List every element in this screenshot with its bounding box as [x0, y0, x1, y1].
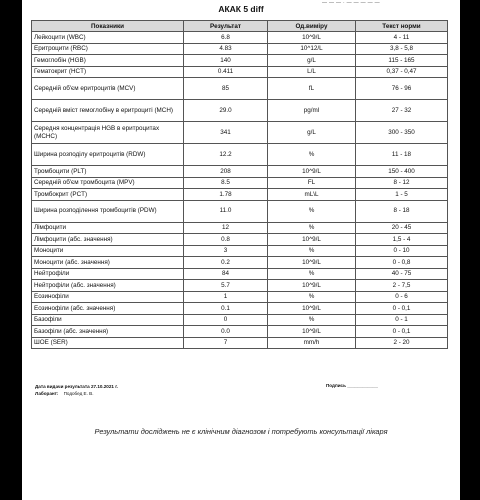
- unit-cell: FL: [268, 177, 356, 189]
- result-value-cell: 4.83: [184, 43, 268, 55]
- norm-range-cell: 300 - 350: [356, 122, 448, 144]
- result-value-cell: 29.0: [184, 100, 268, 122]
- unit-cell: pg/ml: [268, 100, 356, 122]
- unit-cell: 10^9/L: [268, 32, 356, 44]
- column-header-norm: Текст норми: [356, 21, 448, 32]
- norm-range-cell: 0 - 0,8: [356, 257, 448, 269]
- result-value-cell: 8.5: [184, 177, 268, 189]
- table-row: [32, 314, 448, 326]
- report-sheet: [22, 0, 460, 500]
- lab-technician-label: Лаборант:: [35, 391, 59, 396]
- indicator-name-cell: Базофіли (абс. значення): [32, 326, 184, 338]
- result-value-cell: 341: [184, 122, 268, 144]
- norm-range-cell: 0 - 0,1: [356, 326, 448, 338]
- result-value-cell: 208: [184, 166, 268, 178]
- unit-cell: 10^9/L: [268, 257, 356, 269]
- norm-range-cell: 8 - 18: [356, 200, 448, 222]
- norm-range-cell: 11 - 18: [356, 144, 448, 166]
- norm-range-cell: 4 - 11: [356, 32, 448, 44]
- indicator-name-cell: Гемоглобін (HGB): [32, 55, 184, 67]
- unit-cell: %: [268, 268, 356, 280]
- norm-range-cell: 2 - 20: [356, 337, 448, 349]
- signature-line: Подпись ____________: [326, 383, 378, 388]
- table-row: [32, 337, 448, 349]
- norm-range-cell: 76 - 96: [356, 78, 448, 100]
- table-row: [32, 55, 448, 67]
- indicator-name-cell: Моноцити (абс. значення): [32, 257, 184, 269]
- unit-cell: %: [268, 314, 356, 326]
- unit-cell: mm/h: [268, 337, 356, 349]
- table-row: [32, 122, 448, 144]
- result-value-cell: 0.8: [184, 234, 268, 246]
- report-title: АКАК 5 diff: [218, 4, 264, 14]
- result-value-cell: 12: [184, 222, 268, 234]
- result-value-cell: 85: [184, 78, 268, 100]
- result-value-cell: 0.0: [184, 326, 268, 338]
- unit-cell: %: [268, 291, 356, 303]
- table-row: [32, 32, 448, 44]
- indicator-name-cell: Лімфоцити: [32, 222, 184, 234]
- norm-range-cell: 8 - 12: [356, 177, 448, 189]
- unit-cell: 10^9/L: [268, 326, 356, 338]
- disclaimer-text: Результати досліджень не є клінічним діагнозом і потребують консультації лікаря: [94, 427, 388, 436]
- table-row: [32, 326, 448, 338]
- unit-cell: %: [268, 245, 356, 257]
- result-value-cell: 0.1: [184, 303, 268, 315]
- indicator-name-cell: Моноцити: [32, 245, 184, 257]
- indicator-name-cell: Середній об'єм тромбоцита (MPV): [32, 177, 184, 189]
- indicator-name-cell: Середня концентрація HGB в еритроцитах (MCHC): [32, 122, 184, 144]
- result-value-cell: 0.2: [184, 257, 268, 269]
- norm-range-cell: 27 - 32: [356, 100, 448, 122]
- norm-range-cell: 1,5 - 4: [356, 234, 448, 246]
- unit-cell: 10^9/L: [268, 234, 356, 246]
- column-header-unit: Од.виміру: [268, 21, 356, 32]
- norm-range-cell: 115 - 165: [356, 55, 448, 67]
- norm-range-cell: 3,8 - 5,8: [356, 43, 448, 55]
- result-value-cell: 0.411: [184, 66, 268, 78]
- results-body: [32, 32, 448, 349]
- indicator-name-cell: Середній вміст гемоглобіну в еритроциті (MCH): [32, 100, 184, 122]
- norm-range-cell: 2 - 7,5: [356, 280, 448, 292]
- indicator-name-cell: Лейкоцити (WBC): [32, 32, 184, 44]
- result-value-cell: 11.0: [184, 200, 268, 222]
- unit-cell: %: [268, 200, 356, 222]
- unit-cell: fL: [268, 78, 356, 100]
- table-header-row: [32, 21, 448, 32]
- table-row: [32, 144, 448, 166]
- unit-cell: 10^9/L: [268, 280, 356, 292]
- norm-range-cell: 0 - 6: [356, 291, 448, 303]
- indicator-name-cell: Базофіли: [32, 314, 184, 326]
- indicator-name-cell: Тромбокрит (PCT): [32, 189, 184, 201]
- indicator-name-cell: ШОЕ (SER): [32, 337, 184, 349]
- lab-technician-name: Подобед Е. В.: [63, 391, 94, 396]
- result-value-cell: 3: [184, 245, 268, 257]
- issue-date-value: 27.10.2021 г.: [90, 384, 118, 389]
- table-row: [32, 245, 448, 257]
- unit-cell: 10^12/L: [268, 43, 356, 55]
- unit-cell: L/L: [268, 66, 356, 78]
- unit-cell: %: [268, 144, 356, 166]
- issue-date-label: Дата видачи результата: [35, 384, 90, 389]
- unit-cell: mL\L: [268, 189, 356, 201]
- table-row: [32, 257, 448, 269]
- results-table: [31, 20, 448, 349]
- result-value-cell: 12.2: [184, 144, 268, 166]
- table-row: [32, 234, 448, 246]
- result-value-cell: 7: [184, 337, 268, 349]
- result-value-cell: 0: [184, 314, 268, 326]
- indicator-name-cell: Еозинофіли: [32, 291, 184, 303]
- table-row: [32, 43, 448, 55]
- norm-range-cell: 0 - 0,1: [356, 303, 448, 315]
- result-value-cell: 1.78: [184, 189, 268, 201]
- table-row: [32, 189, 448, 201]
- indicator-name-cell: Ширина розподілення тромбоцитів (PDW): [32, 200, 184, 222]
- indicator-name-cell: Тромбоцити (PLT): [32, 166, 184, 178]
- norm-range-cell: 20 - 45: [356, 222, 448, 234]
- table-row: [32, 303, 448, 315]
- issue-date-line: [35, 383, 118, 390]
- indicator-name-cell: Нейтрофіли: [32, 268, 184, 280]
- table-row: [32, 222, 448, 234]
- norm-range-cell: 150 - 400: [356, 166, 448, 178]
- norm-range-cell: 0 - 10: [356, 245, 448, 257]
- result-value-cell: 1: [184, 291, 268, 303]
- indicator-name-cell: Еозинофіли (абс. значення): [32, 303, 184, 315]
- unit-cell: 10^9/L: [268, 166, 356, 178]
- indicator-name-cell: Нейтрофіли (абс. значення): [32, 280, 184, 292]
- unit-cell: 10^9/L: [268, 303, 356, 315]
- table-row: [32, 100, 448, 122]
- table-row: [32, 177, 448, 189]
- column-header-result: Результат: [184, 21, 268, 32]
- indicator-name-cell: Гематокрит (HCT): [32, 66, 184, 78]
- result-value-cell: 84: [184, 268, 268, 280]
- unit-cell: g/L: [268, 55, 356, 67]
- table-row: [32, 200, 448, 222]
- result-value-cell: 6.8: [184, 32, 268, 44]
- indicator-name-cell: Середній об'єм еритроцитів (MCV): [32, 78, 184, 100]
- table-row: [32, 291, 448, 303]
- indicator-name-cell: Ширина розподілу еритроцитів (RDW): [32, 144, 184, 166]
- table-row: [32, 78, 448, 100]
- unit-cell: %: [268, 222, 356, 234]
- norm-range-cell: 0 - 1: [356, 314, 448, 326]
- table-row: [32, 268, 448, 280]
- table-row: [32, 66, 448, 78]
- result-value-cell: 5.7: [184, 280, 268, 292]
- table-row: [32, 166, 448, 178]
- report-footer: [35, 383, 118, 397]
- unit-cell: g/L: [268, 122, 356, 144]
- column-header-indicator: Показники: [32, 21, 184, 32]
- norm-range-cell: 0,37 - 0,47: [356, 66, 448, 78]
- indicator-name-cell: Лімфоцити (абс. значення): [32, 234, 184, 246]
- lab-technician-line: [35, 390, 118, 397]
- indicator-name-cell: Еритроцити (RBC): [32, 43, 184, 55]
- top-strip-text: — — — · — — — — —: [322, 0, 380, 6]
- table-row: [32, 280, 448, 292]
- norm-range-cell: 40 - 75: [356, 268, 448, 280]
- result-value-cell: 140: [184, 55, 268, 67]
- norm-range-cell: 1 - 5: [356, 189, 448, 201]
